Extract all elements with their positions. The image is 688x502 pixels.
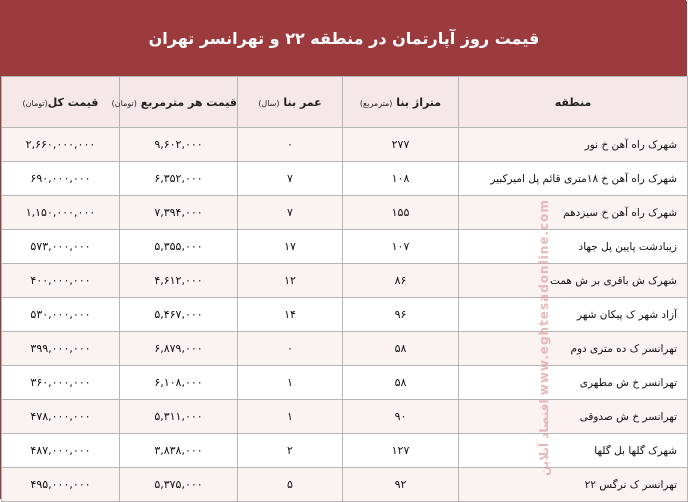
table-row <box>2 434 688 468</box>
cell-price-per-meter: ۶,۸۷۹,۰۰۰ <box>120 332 238 366</box>
cell-region: تهرانسر ک ده متری دوم <box>459 332 688 366</box>
cell-total-price: ۴۷۸,۰۰۰,۰۰۰ <box>2 400 120 434</box>
table-row <box>2 400 688 434</box>
table-row <box>2 468 688 502</box>
price-table <box>1 76 688 502</box>
cell-region: آزاد شهر ک پیکان شهر <box>459 298 688 332</box>
cell-price-per-meter: ۷,۳۹۴,۰۰۰ <box>120 196 238 230</box>
cell-price-per-meter: ۳,۸۳۸,۰۰۰ <box>120 434 238 468</box>
cell-total-price: ۲,۶۶۰,۰۰۰,۰۰۰ <box>2 128 120 162</box>
watermark: اقتصاد آنلاین www.eghtesadonline.com <box>537 199 551 476</box>
table-row <box>2 332 688 366</box>
cell-price-per-meter: ۵,۳۷۵,۰۰۰ <box>120 468 238 502</box>
cell-age: ۷ <box>238 196 343 230</box>
table-row <box>2 196 688 230</box>
cell-price-per-meter: ۶,۳۵۲,۰۰۰ <box>120 162 238 196</box>
cell-age: ۱۷ <box>238 230 343 264</box>
cell-age: ۲ <box>238 434 343 468</box>
cell-region: شهرک راه آهن خ نور <box>459 128 688 162</box>
cell-area: ۹۰ <box>343 400 459 434</box>
header-total-price: قیمت کل(تومان) <box>2 77 120 128</box>
cell-total-price: ۴۸۷,۰۰۰,۰۰۰ <box>2 434 120 468</box>
header-age: عمر بنا (سال) <box>238 77 343 128</box>
cell-age: ۱۴ <box>238 298 343 332</box>
cell-region: شهرک راه آهن خ ۱۸متری قائم پل امیرکبیر <box>459 162 688 196</box>
cell-area: ۱۵۵ <box>343 196 459 230</box>
cell-age: ۰ <box>238 128 343 162</box>
table-row <box>2 298 688 332</box>
cell-region: شهرک گلها بل گلها <box>459 434 688 468</box>
cell-area: ۱۰۷ <box>343 230 459 264</box>
cell-price-per-meter: ۹,۶۰۲,۰۰۰ <box>120 128 238 162</box>
cell-age: ۱ <box>238 366 343 400</box>
cell-total-price: ۳۹۹,۰۰۰,۰۰۰ <box>2 332 120 366</box>
table-row <box>2 128 688 162</box>
cell-total-price: ۴۹۵,۰۰۰,۰۰۰ <box>2 468 120 502</box>
cell-total-price: ۶۹۰,۰۰۰,۰۰۰ <box>2 162 120 196</box>
cell-region: شهرک ش باقری بر ش همت <box>459 264 688 298</box>
cell-area: ۵۸ <box>343 366 459 400</box>
cell-age: ۵ <box>238 468 343 502</box>
header-price-per-meter: قیمت هر مترمربع (تومان) <box>120 77 238 128</box>
cell-area: ۱۰۸ <box>343 162 459 196</box>
table-row <box>2 230 688 264</box>
cell-area: ۹۲ <box>343 468 459 502</box>
table-row <box>2 264 688 298</box>
cell-age: ۱ <box>238 400 343 434</box>
cell-total-price: ۴۰۰,۰۰۰,۰۰۰ <box>2 264 120 298</box>
cell-region: تهرانسر خ ش مطهری <box>459 366 688 400</box>
cell-price-per-meter: ۵,۴۶۷,۰۰۰ <box>120 298 238 332</box>
cell-age: ۷ <box>238 162 343 196</box>
cell-area: ۸۶ <box>343 264 459 298</box>
table-row <box>2 366 688 400</box>
cell-area: ۲۷۷ <box>343 128 459 162</box>
page-title: قیمت روز آپارتمان در منطقه ۲۲ و تهرانسر تهران <box>1 1 687 76</box>
cell-region: زیبادشت پایین پل جهاد <box>459 230 688 264</box>
cell-region: تهرانسر خ ش صدوقی <box>459 400 688 434</box>
cell-age: ۰ <box>238 332 343 366</box>
cell-price-per-meter: ۶,۱۰۸,۰۰۰ <box>120 366 238 400</box>
cell-total-price: ۵۷۳,۰۰۰,۰۰۰ <box>2 230 120 264</box>
cell-region: تهرانسر ک نرگس ۲۲ <box>459 468 688 502</box>
cell-area: ۵۸ <box>343 332 459 366</box>
table-row <box>2 162 688 196</box>
cell-price-per-meter: ۴,۶۱۲,۰۰۰ <box>120 264 238 298</box>
table-header-row <box>2 77 688 128</box>
cell-region: شهرک راه آهن خ سیزدهم <box>459 196 688 230</box>
cell-price-per-meter: ۵,۳۱۱,۰۰۰ <box>120 400 238 434</box>
header-region: منطقه <box>459 77 688 128</box>
cell-age: ۱۲ <box>238 264 343 298</box>
cell-total-price: ۱,۱۵۰,۰۰۰,۰۰۰ <box>2 196 120 230</box>
cell-price-per-meter: ۵,۳۵۵,۰۰۰ <box>120 230 238 264</box>
header-area: متراژ بنا (مترمربع) <box>343 77 459 128</box>
cell-total-price: ۳۶۰,۰۰۰,۰۰۰ <box>2 366 120 400</box>
cell-total-price: ۵۳۰,۰۰۰,۰۰۰ <box>2 298 120 332</box>
cell-area: ۹۶ <box>343 298 459 332</box>
cell-area: ۱۲۷ <box>343 434 459 468</box>
